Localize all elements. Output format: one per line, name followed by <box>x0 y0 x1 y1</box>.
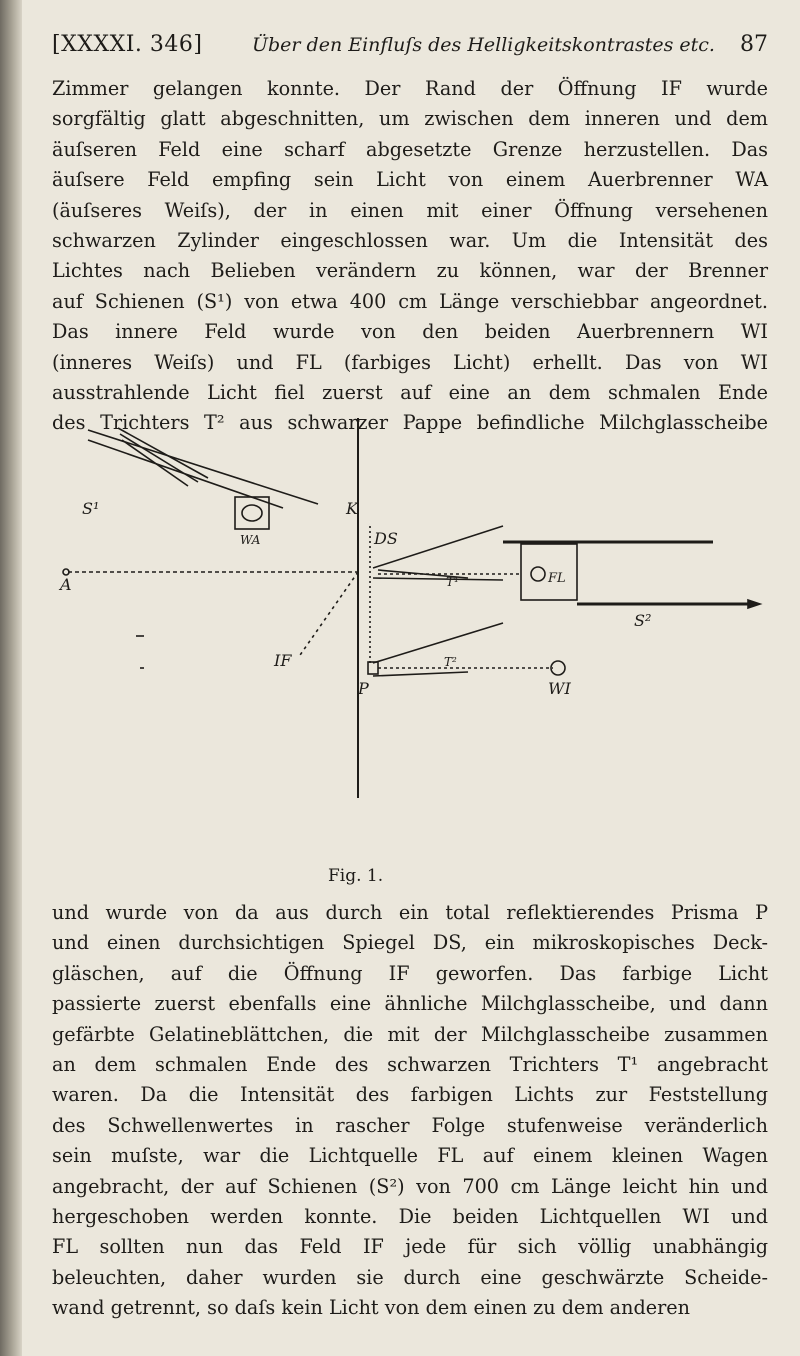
running-header <box>52 32 768 62</box>
running-title: Über den Einfluſs des Helligkeitskontrastes etc. <box>252 34 715 56</box>
text-line: beleuchten, daher wurden sie durch eine geschwärzte Scheide- <box>52 1265 768 1289</box>
paragraph-bottom <box>52 898 768 1323</box>
if-sight-line <box>298 572 358 658</box>
text-line: gefärbte Gelatineblättchen, die mit der Milchglasscheibe zusammen <box>52 1022 768 1046</box>
wi-lamp-circle <box>551 661 565 675</box>
funnel-t1-lower <box>373 578 503 580</box>
label-wa: WA <box>240 533 261 547</box>
text-line: des Trichters T² aus schwarzer Pappe befindliche Milchglasscheibe <box>52 411 768 435</box>
text-line: des Schwellenwertes in rascher Folge stufenweise veränderlich <box>52 1113 768 1137</box>
label-a: A <box>60 575 72 594</box>
text-line: (äuſseres Weiſs), der in einen mit einer Öffnung versehenen <box>52 198 768 222</box>
text-line: Zimmer gelangen konnte. Der Rand der Öffnung IF wurde <box>52 77 768 100</box>
funnel-t2-upper <box>373 623 503 663</box>
text-line: waren. Da die Intensität des farbigen Lichts zur Feststellung <box>52 1083 768 1107</box>
book-spine-shadow <box>0 0 22 1356</box>
apparatus-diagram <box>48 418 788 848</box>
label-if: IF <box>274 651 292 670</box>
prism-p-box <box>368 662 378 674</box>
label-s2: S² <box>634 611 652 630</box>
text-line: und wurde von da aus durch ein total reflektierendes Prisma P <box>52 901 768 924</box>
text-line: Lichtes nach Belieben verändern zu können, war der Brenner <box>52 259 768 283</box>
label-fl: FL <box>548 571 566 586</box>
figure-caption: Fig. 1. <box>328 866 384 886</box>
text-line: an dem schmalen Ende des schwarzen Trichters T¹ angebracht <box>52 1052 768 1076</box>
paragraph-top <box>52 74 768 439</box>
text-line: wand getrennt, so daſs kein Licht von dem einen zu dem anderen <box>52 1296 690 1320</box>
wa-burner-lens <box>242 505 262 521</box>
fl-lamp-circle <box>531 567 545 581</box>
rail-arrow <box>748 600 760 608</box>
text-line: FL sollten nun das Feld IF jede für sich völlig unabhängig <box>52 1235 768 1259</box>
text-line: (inneres Weiſs) und FL (farbiges Licht) erhellt. Das von WI <box>52 350 768 374</box>
text-line: sorgfältig glatt abgeschnitten, um zwischen dem inneren und dem <box>52 107 768 131</box>
text-line: schwarzen Zylinder eingeschlossen war. Um die Intensität des <box>52 228 768 252</box>
text-line: sein muſste, war die Lichtquelle FL auf einem kleinen Wagen <box>52 1144 768 1168</box>
volume-reference: [XXXXI. 346] <box>52 32 203 57</box>
text-line: auf Schienen (S¹) von etwa 400 cm Länge verschiebbar angeordnet. <box>52 289 768 313</box>
label-k: K <box>346 499 358 518</box>
outer-tube-diagonal-2 <box>120 434 198 482</box>
text-line: äuſsere Feld empfing sein Licht von einem Auerbrenner WA <box>52 168 768 192</box>
text-line: angebracht, der auf Schienen (S²) von 700 cm Länge leicht hin und <box>52 1174 768 1198</box>
text-line: äuſseren Feld eine scharf abgesetzte Grenze herzustellen. Das <box>52 137 768 161</box>
label-s1: S¹ <box>82 499 100 518</box>
outer-tube-diagonal-1 <box>118 428 208 478</box>
label-p: P <box>358 679 369 698</box>
funnel-t2-lower <box>373 672 468 676</box>
text-line: und einen durchsichtigen Spiegel DS, ein mikroskopisches Deck- <box>52 931 768 955</box>
text-line: hergeschoben werden konnte. Die beiden Lichtquellen WI und <box>52 1204 768 1228</box>
text-line: passierte zuerst ebenfalls eine ähnliche Milchglasscheibe, und dann <box>52 992 768 1016</box>
outer-tube-diagonal-3 <box>122 440 188 486</box>
label-wi: WI <box>548 679 571 698</box>
text-line: gläschen, auf die Öffnung IF geworfen. Das farbige Licht <box>52 961 768 985</box>
label-ds: DS <box>374 529 398 548</box>
label-t1: T¹ <box>446 575 459 589</box>
text-line: ausstrahlende Licht fiel zuerst auf eine an dem schmalen Ende <box>52 380 768 404</box>
label-t2: T² <box>444 655 457 669</box>
text-line: Das innere Feld wurde von den beiden Auerbrennern WI <box>52 320 768 344</box>
page-number: 87 <box>740 32 768 57</box>
